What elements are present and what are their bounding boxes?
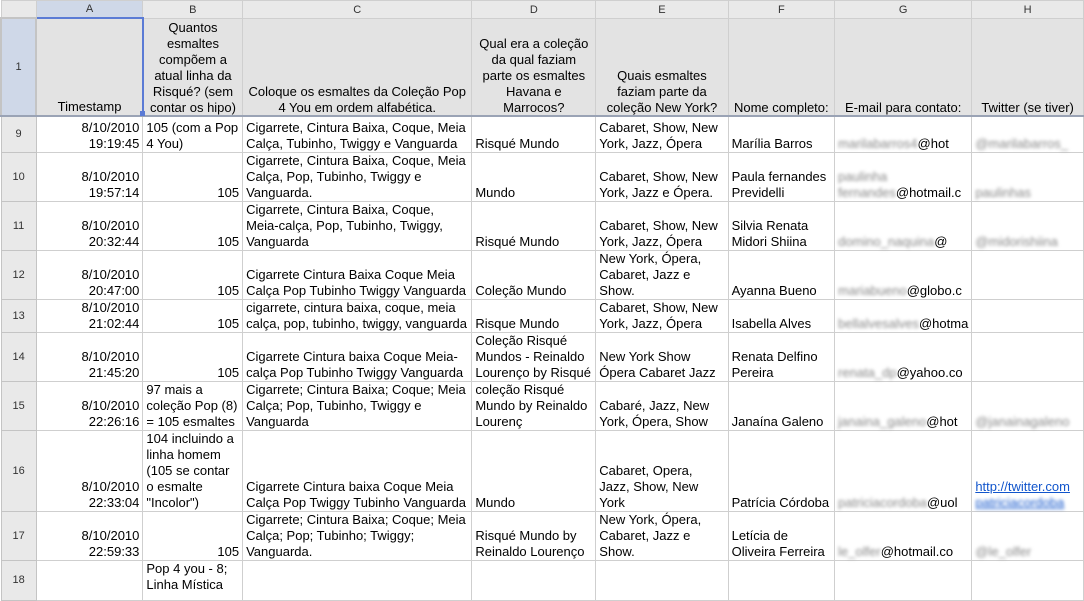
cell-h[interactable] — [972, 201, 1084, 250]
redacted-text: mariabueno — [838, 282, 907, 298]
row-number[interactable]: 14 — [1, 332, 36, 381]
header-cell-b[interactable]: Quantos esmaltes compõem a atual linha da Risqué? (sem contar os hipo) — [143, 18, 243, 116]
cell-f[interactable]: Janaína Galeno — [728, 381, 834, 430]
redacted-text: paulinhas — [975, 184, 1031, 200]
cell-f[interactable]: Marília Barros — [728, 116, 834, 152]
redacted-text: patriciacordoba — [975, 494, 1065, 510]
cell-e[interactable]: New York Show Ópera Cabaret Jazz — [596, 332, 728, 381]
cell-f[interactable]: Ayanna Bueno — [728, 250, 834, 299]
timestamp-cell[interactable]: 8/10/2010 21:02:44 — [36, 299, 143, 332]
header-row — [1, 18, 1084, 116]
twitter-link[interactable]: http://twitter.com — [975, 478, 1070, 494]
column-header-h[interactable]: H — [972, 1, 1084, 19]
row-number[interactable]: 10 — [1, 152, 36, 201]
cell-c[interactable]: Cigarrete, Cintura Baixa, Coque, Meia Calça, Tubinho, Twiggy e Vanguarda — [243, 116, 472, 152]
timestamp-cell[interactable]: 8/10/2010 22:26:16 — [36, 381, 143, 430]
cell-g[interactable] — [835, 511, 972, 560]
cell-d[interactable]: Coleção Risqué Mundos - Reinaldo Lourenço by Risqué — [472, 332, 596, 381]
table-row — [1, 299, 1084, 332]
row-number[interactable]: 16 — [1, 430, 36, 511]
cell-h[interactable] — [972, 250, 1084, 299]
cell-c[interactable]: cigarrete, cintura baixa, coque, meia calça, pop, tubinho, twiggy, vanguarda — [243, 299, 472, 332]
cell-d[interactable]: Risqué Mundo — [472, 201, 596, 250]
cell-b[interactable]: Pop 4 you - 8; Linha Mística — [143, 560, 243, 600]
cell-d[interactable]: Risqué Mundo — [472, 116, 596, 152]
timestamp-cell[interactable]: 8/10/2010 19:19:45 — [36, 116, 143, 152]
cell-e[interactable] — [596, 560, 728, 600]
redacted-text: renata_dp — [838, 364, 897, 380]
cell-e[interactable]: Cabaret, Opera, Jazz, Show, New York — [596, 430, 728, 511]
row-number[interactable]: 9 — [1, 116, 36, 152]
cell-f[interactable]: Silvia Renata Midori Shiina — [728, 201, 834, 250]
email-domain: @globo.c — [906, 282, 962, 298]
timestamp-cell[interactable]: 8/10/2010 19:57:14 — [36, 152, 143, 201]
table-row — [1, 152, 1084, 201]
header-cell-h[interactable]: Twitter (se tiver) — [972, 18, 1084, 116]
email-domain: @hotmail.co — [880, 543, 954, 559]
redacted-text: bellalvesalves — [838, 315, 919, 331]
cell-g[interactable] — [835, 152, 972, 201]
cell-b[interactable]: 105 — [143, 201, 243, 250]
email-domain: @ — [934, 233, 948, 249]
table-row — [1, 332, 1084, 381]
cell-h[interactable] — [972, 116, 1084, 152]
redacted-text: @marilabarros_ — [975, 135, 1068, 151]
column-header-e[interactable]: E — [596, 1, 728, 19]
redacted-text: domino_naquina — [838, 233, 935, 249]
cell-b[interactable]: 104 incluindo a linha homem (105 se contar o esmalte "Incolor") — [143, 430, 243, 511]
row-number[interactable]: 1 — [1, 18, 36, 116]
timestamp-cell[interactable]: 8/10/2010 20:47:00 — [36, 250, 143, 299]
cell-g[interactable] — [835, 332, 972, 381]
timestamp-cell[interactable]: 8/10/2010 21:45:20 — [36, 332, 143, 381]
cell-h[interactable] — [972, 381, 1084, 430]
cell-b[interactable]: 97 mais a coleção Pop (8) = 105 esmaltes — [143, 381, 243, 430]
timestamp-cell[interactable]: 8/10/2010 20:32:44 — [36, 201, 143, 250]
cell-g[interactable] — [835, 430, 972, 511]
cell-c[interactable]: Cigarrete, Cintura Baixa, Coque, Meia-calça, Pop, Tubinho, Twiggy, Vanguarda — [243, 201, 472, 250]
cell-e[interactable]: Cabaret, Show, New York, Jazz, Ópera — [596, 299, 728, 332]
table-row — [1, 560, 1084, 600]
table-row — [1, 116, 1084, 152]
email-domain: @hot — [926, 413, 958, 429]
table-row — [1, 511, 1084, 560]
redacted-text: janaina_galeno — [838, 413, 927, 429]
header-cell-f[interactable]: Nome completo: — [728, 18, 834, 116]
cell-h[interactable] — [972, 332, 1084, 381]
redacted-text: patriciacordoba — [838, 494, 927, 510]
cell-h[interactable] — [972, 152, 1084, 201]
cell-f[interactable] — [728, 560, 834, 600]
cell-f[interactable]: Isabella Alves — [728, 299, 834, 332]
header-cell-g[interactable]: E-mail para contato: — [835, 18, 972, 116]
cell-c[interactable]: Cigarrete; Cintura Baixa; Coque; Meia Calça; Pop; Tubinho; Twiggy; Vanguarda. — [243, 511, 472, 560]
row-number[interactable]: 15 — [1, 381, 36, 430]
column-header-b[interactable]: B — [143, 1, 243, 19]
column-header-g[interactable]: G — [835, 1, 972, 19]
cell-e[interactable]: Cabaret, Show, New York, Jazz e Ópera. — [596, 152, 728, 201]
cell-g[interactable] — [835, 299, 972, 332]
cell-d[interactable] — [472, 560, 596, 600]
column-header-d[interactable]: D — [472, 1, 596, 19]
cell-f[interactable]: Letícia de Oliveira Ferreira — [728, 511, 834, 560]
column-header-c[interactable]: C — [243, 1, 472, 19]
cell-d[interactable]: coleção Risqué Mundo by Reinaldo Lourenç — [472, 381, 596, 430]
cell-f[interactable]: Paula fernandes Previdelli — [728, 152, 834, 201]
cell-e[interactable]: New York, Ópera, Cabaret, Jazz e Show. — [596, 511, 728, 560]
cell-h[interactable] — [972, 430, 1084, 511]
table-row — [1, 381, 1084, 430]
email-domain: @hot — [917, 135, 949, 151]
column-header-f[interactable]: F — [728, 1, 834, 19]
cell-g[interactable] — [835, 116, 972, 152]
select-all-corner[interactable] — [1, 1, 36, 19]
header-cell-d[interactable]: Qual era a coleção da qual faziam parte os esmaltes Havana e Marrocos? — [472, 18, 596, 116]
cell-e[interactable]: Cabaré, Jazz, New York, Ópera, Show — [596, 381, 728, 430]
cell-b[interactable]: 105 — [143, 299, 243, 332]
row-number[interactable]: 17 — [1, 511, 36, 560]
redacted-text: le_olfer — [838, 543, 881, 559]
cell-b[interactable]: 105 — [143, 511, 243, 560]
selection-fill-handle[interactable] — [140, 111, 145, 116]
table-row — [1, 201, 1084, 250]
cell-g[interactable] — [835, 201, 972, 250]
row-number[interactable]: 13 — [1, 299, 36, 332]
cell-h[interactable] — [972, 511, 1084, 560]
cell-e[interactable]: Cabaret, Show, New York, Jazz, Ópera — [596, 201, 728, 250]
cell-d[interactable]: Risqué Mundo by Reinaldo Lourenço — [472, 511, 596, 560]
cell-c[interactable]: Cigarrete Cintura baixa Coque Meia Calça Pop Twiggy Tubinho Vanguarda — [243, 430, 472, 511]
row-number[interactable]: 11 — [1, 201, 36, 250]
cell-c[interactable]: Cigarrete; Cintura Baixa; Coque; Meia Calça; Pop, Tubinho, Twiggy e Vanguarda — [243, 381, 472, 430]
timestamp-cell[interactable] — [36, 560, 143, 600]
email-domain: @uol — [926, 494, 958, 510]
email-domain: @hotmail.c — [895, 184, 962, 200]
cell-e[interactable]: New York, Ópera, Cabaret, Jazz e Show. — [596, 250, 728, 299]
redacted-text: @midorishiina — [975, 233, 1058, 249]
cell-c[interactable]: Cigarrete Cintura Baixa Coque Meia Calça Pop Tubinho Twiggy Vanguarda — [243, 250, 472, 299]
timestamp-cell[interactable]: 8/10/2010 22:59:33 — [36, 511, 143, 560]
cell-b[interactable]: 105 (com a Pop 4 You) — [143, 116, 243, 152]
redacted-text: @le_olfer — [975, 543, 1032, 559]
cell-c[interactable]: Cigarrete Cintura baixa Coque Meia-calça Pop Tubinho Twiggy Vanguarda — [243, 332, 472, 381]
cell-g[interactable] — [835, 560, 972, 600]
row-number[interactable]: 18 — [1, 560, 36, 600]
cell-g[interactable] — [835, 250, 972, 299]
cell-d[interactable]: Mundo — [472, 430, 596, 511]
cell-d[interactable]: Coleção Mundo — [472, 250, 596, 299]
cell-f[interactable]: Patrícia Córdoba — [728, 430, 834, 511]
header-cell-timestamp[interactable]: Timestamp — [36, 18, 143, 116]
cell-d[interactable]: Risque Mundo — [472, 299, 596, 332]
column-header-row — [1, 1, 1084, 19]
frozen-rows-divider[interactable] — [0, 115, 1084, 117]
timestamp-cell[interactable]: 8/10/2010 22:33:04 — [36, 430, 143, 511]
email-domain: @hotma — [918, 315, 969, 331]
email-domain: @yahoo.co — [896, 364, 963, 380]
cell-h[interactable] — [972, 560, 1084, 600]
redacted-text: paulinha fernandes — [838, 168, 896, 200]
column-header-a[interactable]: A — [36, 1, 143, 19]
redacted-text: @janainagaleno — [975, 413, 1070, 429]
row-number[interactable]: 12 — [1, 250, 36, 299]
redacted-text: marilabarros4 — [838, 135, 918, 151]
cell-c[interactable]: Cigarrete, Cintura Baixa, Coque, Meia Calça, Pop, Tubinho, Twiggy e Vanguarda. — [243, 152, 472, 201]
cell-h[interactable] — [972, 299, 1084, 332]
cell-b[interactable]: 105 — [143, 152, 243, 201]
cell-d[interactable]: Mundo — [472, 152, 596, 201]
cell-b[interactable]: 105 — [143, 250, 243, 299]
cell-f[interactable]: Renata Delfino Pereira — [728, 332, 834, 381]
cell-g[interactable] — [835, 381, 972, 430]
header-cell-c[interactable]: Coloque os esmaltes da Coleção Pop 4 You em ordem alfabética. — [243, 18, 472, 116]
table-row — [1, 430, 1084, 511]
cell-b[interactable]: 105 — [143, 332, 243, 381]
header-cell-e[interactable]: Quais esmaltes faziam parte da coleção New York? — [596, 18, 728, 116]
cell-c[interactable] — [243, 560, 472, 600]
cell-e[interactable]: Cabaret, Show, New York, Jazz, Ópera — [596, 116, 728, 152]
table-row — [1, 250, 1084, 299]
